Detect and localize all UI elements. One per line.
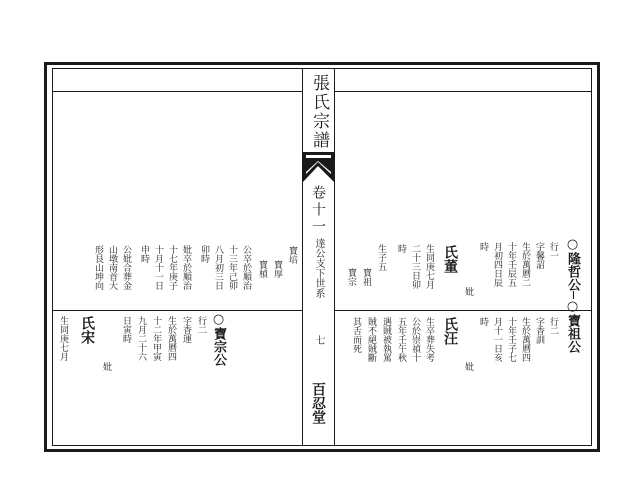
baozong-line-3: 生於萬曆四 [166, 316, 176, 361]
baozong-line-5: 九月二十六 [136, 316, 146, 361]
spine-left-rule [302, 68, 303, 446]
left-middle-rule [52, 310, 302, 311]
entry-1-col-3: 生於萬曆二 [520, 242, 530, 287]
entry-1-col-2: 字馨詔 [534, 242, 544, 269]
upper-line-8: 妣卒於順治 [181, 245, 191, 290]
baozong-wife-mark: 妣 [101, 362, 111, 371]
wife-2-line-5: 賊不絕賊斷 [366, 317, 376, 362]
upper-line-10: 十月十一日 [153, 245, 163, 290]
sons-line-1: 生子五 [376, 244, 386, 271]
baozong-line-2: 字香運 [181, 316, 191, 343]
upper-line-12: 公妣合葬金 [121, 245, 131, 290]
upper-line-4: 公卒於順治 [241, 245, 251, 290]
right-top-rule [334, 91, 592, 92]
entry-2-col-1: 行二 [548, 317, 558, 335]
spine-right-rule [334, 68, 335, 446]
left-top-rule [52, 91, 302, 92]
baozong-line-6: 日寅時 [121, 316, 131, 343]
baozong-wife-line-1: 生同庚七月 [58, 316, 68, 361]
upper-line-6: 八月初三日 [213, 245, 223, 290]
baozong-line-4: 十二年甲寅 [151, 316, 161, 361]
fish-tail-mark [303, 152, 334, 182]
spine-subtitle: 達公支下世系 [313, 238, 324, 298]
entry-1-wife-mark: 妣 [463, 287, 473, 296]
upper-line-7: 卯時 [199, 245, 209, 263]
spine-page-number: 七 [313, 335, 324, 345]
entry-2-col-5: 月十一日亥 [492, 317, 502, 362]
upper-line-13: 山墩南首大 [107, 245, 117, 290]
entry-1-col-5: 月初四日辰 [492, 242, 502, 287]
wife-2-line-3: 五年壬午秋 [396, 317, 406, 362]
entry-2-col-6: 時 [478, 317, 488, 326]
upper-line-5: 十三年己卯 [227, 245, 237, 290]
sons-line-2: 寶祖 [361, 268, 371, 286]
upper-line-2: 寶厚 [272, 260, 282, 278]
upper-line-3: 寶楨 [257, 260, 267, 278]
upper-line-1: 寶培 [287, 246, 297, 264]
wife-2-line-6: 其舌而死 [351, 317, 361, 353]
wife-2-name: 氏汪 [442, 317, 458, 345]
wife-1-line-1: 生同庚七月 [424, 244, 434, 289]
entry-2-wife-mark: 妣 [463, 362, 473, 371]
spine-title: 張氏宗譜 [309, 74, 329, 150]
entry-1-col-1: 行一 [548, 242, 558, 260]
wife-2-line-4: 遇賊被執罵 [381, 317, 391, 362]
right-middle-rule [334, 310, 592, 311]
wife-1-name: 氏董 [442, 245, 458, 273]
baozong-heading: ○寶宗公 [211, 312, 226, 366]
upper-line-11: 申時 [139, 245, 149, 263]
wife-1-line-2: 二十三日卯 [410, 244, 420, 289]
entry-1-col-6: 時 [478, 242, 488, 251]
entry-1-col-4: 十年壬辰五 [506, 242, 516, 287]
wife-2-line-1: 生卒葬失考 [424, 317, 434, 362]
baozong-wife-name: 氏宋 [79, 316, 95, 344]
upper-line-9: 十七年庚子 [167, 245, 177, 290]
upper-line-14: 形艮山坤向 [93, 245, 103, 290]
spine-hall-name: 百忍堂 [310, 382, 326, 424]
entry-2-col-2: 字香訓 [534, 317, 544, 344]
sons-line-3: 寶宗 [346, 268, 356, 286]
baozong-line-1: 行二 [196, 316, 206, 334]
wife-2-line-2: 公於崇禎十 [410, 317, 420, 362]
spine-volume: 卷十一 [310, 185, 326, 236]
entry-2-col-3: 生於萬曆四 [520, 317, 530, 362]
wife-1-line-3: 時 [396, 244, 406, 253]
ancestor-heading: ○隆哲公─○寶祖公 [565, 237, 580, 353]
entry-2-col-4: 十年壬子七 [506, 317, 516, 362]
